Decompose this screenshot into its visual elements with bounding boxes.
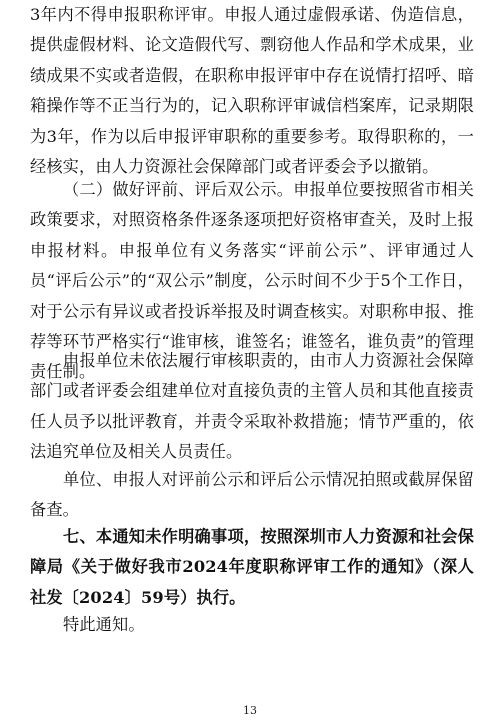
paragraph-unit-responsibility: 申报单位未依法履行审核职责的，由市人力资源社会保障部门或者评委会组建单位对直接负责的主管人员和其他直接责任人员予以批评教育，并责令采取补救措施；情节严重的，依法追究单位及相关人员责任。 [30,351,474,462]
paragraph-credit-penalty: 3年内不得申报职称评审。申报人通过虚假承诺、伪造信息，提供虚假材料、论文造假代写、剽窃他人作品和学术成果，业绩成果不实或者造假，在职称申报评审中存在说情打招呼、暗箱操作等不正当行为的，记入职称评审诚信档案库，记录期限为3年，作为以后申报评审职称的重要参考。取得职称的，一经核实，由人力资源社会保障部门或者评委会予以撤销。 [30,5,474,177]
paragraph-screenshot-record: 单位、申报人对评前公示和评后公示情况拍照或截屏保留备查。 [30,470,474,520]
paragraph-section-seven: 七、本通知未作明确事项，按照深圳市人力资源和社会保障局《关于做好我市2024年度职称评审工作的通知》（深人社发〔2024〕59号）执行。 [30,527,474,607]
paragraph-closing: 特此通知。 [63,615,145,634]
page-number: 13 [243,704,257,717]
paragraph-double-publicity: （二）做好评前、评后双公示。申报单位要按照省市相关政策要求，对照资格条件逐条逐项把好资格审查关，及时上报申报材料。申报单位有义务落实“评前公示”、评审通过人员“评后公示”的“双公示”制度，公示时间不少于5个工作日，对于公示有异议或者投诉举报及时调查核实。对职称申报、推荐等环节严格实行“谁审核，谁签名；谁签名，谁负责”的管理责任制。 [30,180,474,382]
